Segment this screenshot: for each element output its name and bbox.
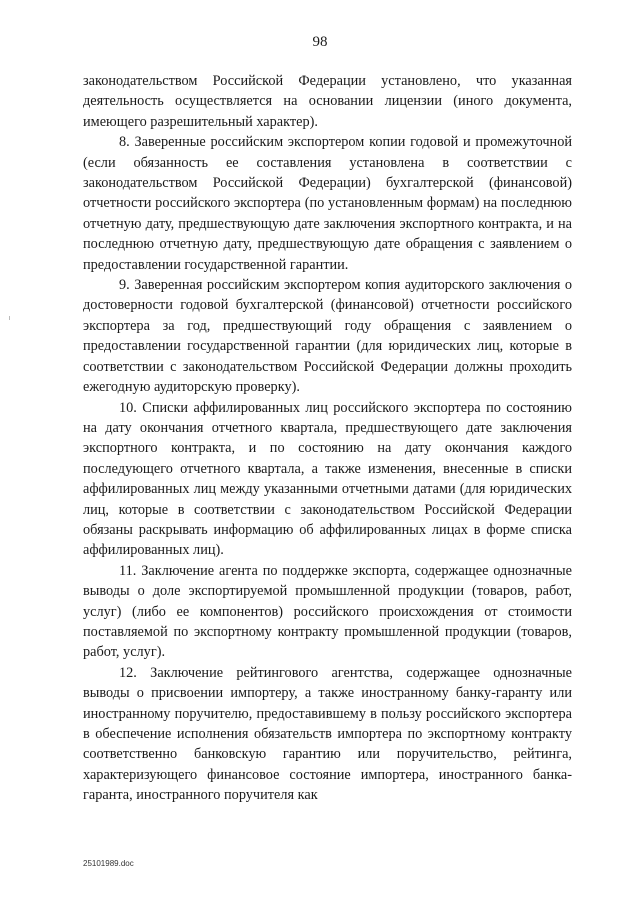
- paragraph-item-10: 10. Списки аффилированных лиц российского экспортера по состоянию на дату окончания отчетного квартала, предшествующего дате заключения экспортного контракта, и по состоянию на дату окончания каждого последующего отчетного квартала, а также изменения, внесенные в списки аффилированных лиц между указанными отчетными датами (для юридических лиц, которые в соответствии с законодательством Российской Федерации обязаны раскрывать информацию об аффилированных лицах в форме списка аффилированных лиц).: [83, 399, 572, 559]
- margin-mark: [9, 316, 10, 320]
- paragraph-continuation: законодательством Российской Федерации установлено, что указанная деятельность осуществляется на основании лицензии (иного документа, имеющего разрешительный характер).: [83, 73, 572, 130]
- document-body: [83, 71, 572, 806]
- paragraph-item-12: 12. Заключение рейтингового агентства, содержащее однозначные выводы о присвоении импортеру, а также иностранному банку-гаранту или иностранному поручителю, предоставившему в пользу российского экспортера в обеспечение исполнения обязательств импортера по экспортному контракту соответственно банковскую гарантию или поручительство, рейтинга, характеризующего финансовое состояние импортера, иностранного банка-гаранта, иностранного поручителя как: [83, 664, 572, 804]
- paragraph-item-9: 9. Заверенная российским экспортером копия аудиторского заключения о достоверности годовой бухгалтерской (финансовой) отчетности российского экспортера за год, предшествующий году обращения с заявлением о предоставлении государственной гарантии (для юридических лиц, которые в соответствии с законодательством Российской Федерации должны проходить ежегодную аудиторскую проверку).: [83, 277, 572, 396]
- paragraph-item-8: 8. Заверенные российским экспортером копии годовой и промежуточной (если обязанность ее составления установлена в соответствии с законодательством Российской Федерации) бухгалтерской (финансовой) отчетности российского экспортера (по установленным формам) на последнюю отчетную дату, предшествующую дате заключения экспортного контракта, и на последнюю отчетную дату, предшествующую дате обращения с заявлением о предоставлении государственной гарантии.: [83, 134, 572, 273]
- page-number: 98: [312, 34, 328, 50]
- paragraph-item-11: 11. Заключение агента по поддержке экспорта, содержащее однозначные выводы о доле экспортируемой промышленной продукции (товаров, работ, услуг) (либо ее компонентов) российского происхождения от стоимости поставляемой по экспортному контракту промышленной продукции (товаров, работ, услуг).: [83, 562, 572, 661]
- footer-filename: 25101989.doc: [83, 859, 134, 868]
